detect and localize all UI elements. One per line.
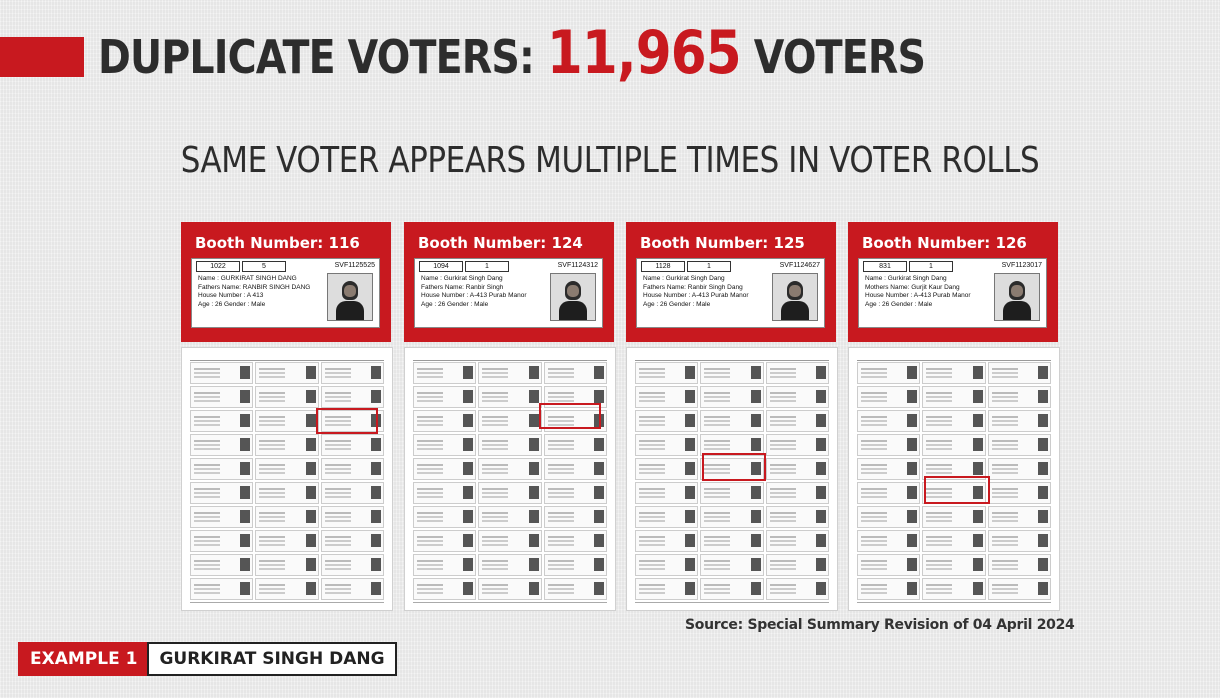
roll-entry bbox=[857, 554, 920, 576]
voter-photo bbox=[772, 273, 818, 321]
roll-entry bbox=[321, 434, 384, 456]
voter-card bbox=[414, 258, 603, 328]
roll-entry bbox=[478, 386, 541, 408]
roll-entry bbox=[413, 434, 476, 456]
voter-roll-page bbox=[626, 347, 838, 611]
roll-entry bbox=[988, 506, 1051, 528]
roll-entry bbox=[922, 434, 985, 456]
roll-entry bbox=[857, 506, 920, 528]
epic-number: SVF1125525 bbox=[334, 262, 375, 269]
highlight-box bbox=[539, 403, 601, 429]
serial-number: 1094 bbox=[419, 261, 463, 272]
roll-entry bbox=[413, 458, 476, 480]
roll-entry bbox=[922, 554, 985, 576]
roll-entry bbox=[190, 410, 253, 432]
booth-panel bbox=[626, 222, 836, 342]
serial-number: 1022 bbox=[196, 261, 240, 272]
roll-entry bbox=[766, 434, 829, 456]
voter-name: Name : GURKIRAT SINGH DANG bbox=[198, 275, 297, 282]
roll-entry bbox=[635, 410, 698, 432]
roll-entry bbox=[922, 362, 985, 384]
roll-entry bbox=[766, 506, 829, 528]
roll-entry bbox=[635, 482, 698, 504]
highlight-box bbox=[702, 453, 766, 481]
booth-title: Booth Number: 125 bbox=[640, 234, 805, 252]
roll-entry bbox=[190, 554, 253, 576]
voter-roll-page bbox=[848, 347, 1060, 611]
roll-entry bbox=[988, 578, 1051, 600]
roll-entry bbox=[988, 554, 1051, 576]
roll-entry bbox=[544, 506, 607, 528]
booth-panel bbox=[848, 222, 1058, 342]
serial-number: 1128 bbox=[641, 261, 685, 272]
booth-header bbox=[848, 222, 1058, 342]
roll-entry bbox=[766, 578, 829, 600]
roll-entry bbox=[255, 554, 318, 576]
roll-entry bbox=[766, 530, 829, 552]
voter-card bbox=[636, 258, 825, 328]
voter-roll-page bbox=[404, 347, 616, 611]
roll-entry bbox=[190, 362, 253, 384]
house-number: House Number : A-413 Purab Manor bbox=[643, 292, 749, 299]
roll-entry bbox=[988, 434, 1051, 456]
roll-entry bbox=[413, 530, 476, 552]
part-number: 1 bbox=[687, 261, 731, 272]
voter-details bbox=[643, 275, 783, 309]
roll-entry bbox=[857, 530, 920, 552]
relative-name: Fathers Name: Ranbir Singh bbox=[421, 283, 504, 291]
source-note: Source: Special Summary Revision of 04 April 2024 bbox=[685, 617, 1075, 633]
roll-entry bbox=[255, 530, 318, 552]
booth-header bbox=[181, 222, 391, 342]
roll-entry bbox=[478, 362, 541, 384]
roll-entry bbox=[190, 530, 253, 552]
roll-entry bbox=[478, 530, 541, 552]
age-gender: Age : 26 Gender : Male bbox=[198, 300, 266, 308]
example-label: EXAMPLE 1 bbox=[18, 642, 147, 676]
page-title bbox=[98, 18, 925, 88]
roll-entry bbox=[857, 362, 920, 384]
roll-entry bbox=[766, 410, 829, 432]
voter-photo bbox=[550, 273, 596, 321]
roll-entry bbox=[255, 458, 318, 480]
epic-number: SVF1123017 bbox=[1001, 262, 1042, 269]
example-name: GURKIRAT SINGH DANG bbox=[147, 642, 396, 676]
roll-entry bbox=[190, 458, 253, 480]
voter-details bbox=[421, 275, 561, 309]
roll-entry bbox=[413, 362, 476, 384]
title-number: 11,965 bbox=[546, 18, 741, 88]
roll-entry bbox=[321, 554, 384, 576]
roll-entry bbox=[478, 434, 541, 456]
booth-title: Booth Number: 126 bbox=[862, 234, 1027, 252]
age-gender: Age : 26 Gender : Male bbox=[865, 300, 933, 308]
roll-entry bbox=[321, 578, 384, 600]
roll-entry bbox=[857, 434, 920, 456]
roll-entry bbox=[988, 458, 1051, 480]
roll-entry bbox=[478, 506, 541, 528]
roll-entry bbox=[413, 554, 476, 576]
roll-entry bbox=[700, 482, 763, 504]
roll-entry bbox=[478, 410, 541, 432]
booth-panel bbox=[181, 222, 391, 342]
roll-entry bbox=[857, 410, 920, 432]
example-tag bbox=[18, 642, 397, 676]
house-number: House Number : A-413 Purab Manor bbox=[865, 292, 971, 299]
roll-entry bbox=[255, 362, 318, 384]
roll-entry bbox=[635, 554, 698, 576]
roll-entry bbox=[700, 506, 763, 528]
roll-entry bbox=[988, 410, 1051, 432]
roll-entry bbox=[544, 482, 607, 504]
roll-entry bbox=[413, 410, 476, 432]
page-subtitle: SAME VOTER APPEARS MULTIPLE TIMES IN VOTER ROLLS bbox=[180, 140, 1040, 181]
roll-entry bbox=[857, 386, 920, 408]
voter-photo bbox=[994, 273, 1040, 321]
roll-entry bbox=[478, 578, 541, 600]
relative-name: Mothers Name: Gurjit Kaur Dang bbox=[865, 283, 960, 291]
roll-entry bbox=[413, 578, 476, 600]
roll-entry bbox=[922, 386, 985, 408]
roll-entry bbox=[190, 386, 253, 408]
house-number: House Number : A-413 Purab Manor bbox=[421, 292, 527, 299]
roll-entry bbox=[478, 482, 541, 504]
roll-entry bbox=[922, 578, 985, 600]
highlight-box bbox=[924, 476, 990, 504]
roll-entry bbox=[255, 386, 318, 408]
relative-name: Fathers Name: Ranbir Singh Dang bbox=[643, 283, 743, 291]
roll-entry bbox=[255, 578, 318, 600]
voter-photo bbox=[327, 273, 373, 321]
roll-entry bbox=[635, 362, 698, 384]
roll-entry bbox=[766, 386, 829, 408]
voter-name: Name : Gurkirat Singh Dang bbox=[421, 275, 503, 282]
booth-title: Booth Number: 124 bbox=[418, 234, 583, 252]
roll-entry bbox=[857, 482, 920, 504]
voter-roll-page bbox=[181, 347, 393, 611]
roll-entry bbox=[321, 386, 384, 408]
roll-entry bbox=[635, 578, 698, 600]
age-gender: Age : 26 Gender : Male bbox=[643, 300, 711, 308]
roll-entry bbox=[922, 506, 985, 528]
serial-number: 831 bbox=[863, 261, 907, 272]
roll-entry bbox=[766, 482, 829, 504]
roll-entry bbox=[478, 554, 541, 576]
roll-entry bbox=[321, 482, 384, 504]
roll-entry bbox=[766, 458, 829, 480]
voter-details bbox=[198, 275, 338, 309]
roll-entry bbox=[544, 578, 607, 600]
voter-details bbox=[865, 275, 1005, 309]
roll-entry bbox=[635, 386, 698, 408]
roll-entry bbox=[700, 530, 763, 552]
booth-title: Booth Number: 116 bbox=[195, 234, 360, 252]
relative-name: Fathers Name: RANBIR SINGH DANG bbox=[198, 283, 311, 291]
roll-entry bbox=[635, 530, 698, 552]
roll-entry bbox=[922, 530, 985, 552]
roll-entry bbox=[190, 578, 253, 600]
roll-entry bbox=[413, 506, 476, 528]
roll-entry bbox=[255, 434, 318, 456]
roll-entry bbox=[700, 386, 763, 408]
roll-entry bbox=[544, 554, 607, 576]
title-prefix: DUPLICATE VOTERS: bbox=[98, 30, 534, 84]
roll-entry bbox=[255, 410, 318, 432]
roll-entry bbox=[255, 506, 318, 528]
roll-entry bbox=[635, 458, 698, 480]
roll-entry bbox=[700, 554, 763, 576]
booth-panel bbox=[404, 222, 614, 342]
roll-entry bbox=[700, 578, 763, 600]
roll-entry bbox=[413, 482, 476, 504]
roll-entry bbox=[478, 458, 541, 480]
roll-entry bbox=[988, 386, 1051, 408]
roll-entry bbox=[922, 410, 985, 432]
part-number: 1 bbox=[465, 261, 509, 272]
roll-entry bbox=[190, 506, 253, 528]
booth-header bbox=[626, 222, 836, 342]
roll-entry bbox=[321, 530, 384, 552]
roll-entry bbox=[321, 362, 384, 384]
roll-entry bbox=[321, 458, 384, 480]
voter-card bbox=[858, 258, 1047, 328]
age-gender: Age : 26 Gender : Male bbox=[421, 300, 489, 308]
roll-entry bbox=[413, 386, 476, 408]
roll-entry bbox=[544, 530, 607, 552]
part-number: 1 bbox=[909, 261, 953, 272]
roll-entry bbox=[544, 434, 607, 456]
roll-entry bbox=[635, 506, 698, 528]
roll-entry bbox=[988, 530, 1051, 552]
header-accent-bar bbox=[0, 37, 84, 77]
voter-name: Name : Gurkirat Singh Dang bbox=[865, 275, 947, 282]
roll-entry bbox=[635, 434, 698, 456]
roll-entry bbox=[321, 506, 384, 528]
house-number: House Number : A 413 bbox=[198, 292, 264, 299]
roll-entry bbox=[255, 482, 318, 504]
roll-entry bbox=[857, 458, 920, 480]
booth-header bbox=[404, 222, 614, 342]
roll-entry bbox=[190, 482, 253, 504]
roll-entry bbox=[988, 362, 1051, 384]
voter-card bbox=[191, 258, 380, 328]
roll-entry bbox=[988, 482, 1051, 504]
epic-number: SVF1124312 bbox=[557, 262, 598, 269]
roll-entry bbox=[190, 434, 253, 456]
roll-entry bbox=[700, 362, 763, 384]
roll-entry bbox=[766, 554, 829, 576]
roll-entry bbox=[766, 362, 829, 384]
epic-number: SVF1124627 bbox=[779, 262, 820, 269]
voter-name: Name : Gurkirat Singh Dang bbox=[643, 275, 725, 282]
roll-entry bbox=[544, 362, 607, 384]
roll-entry bbox=[700, 410, 763, 432]
roll-entry bbox=[544, 458, 607, 480]
highlight-box bbox=[316, 408, 378, 434]
part-number: 5 bbox=[242, 261, 286, 272]
roll-entry bbox=[857, 578, 920, 600]
title-suffix: VOTERS bbox=[753, 30, 926, 84]
